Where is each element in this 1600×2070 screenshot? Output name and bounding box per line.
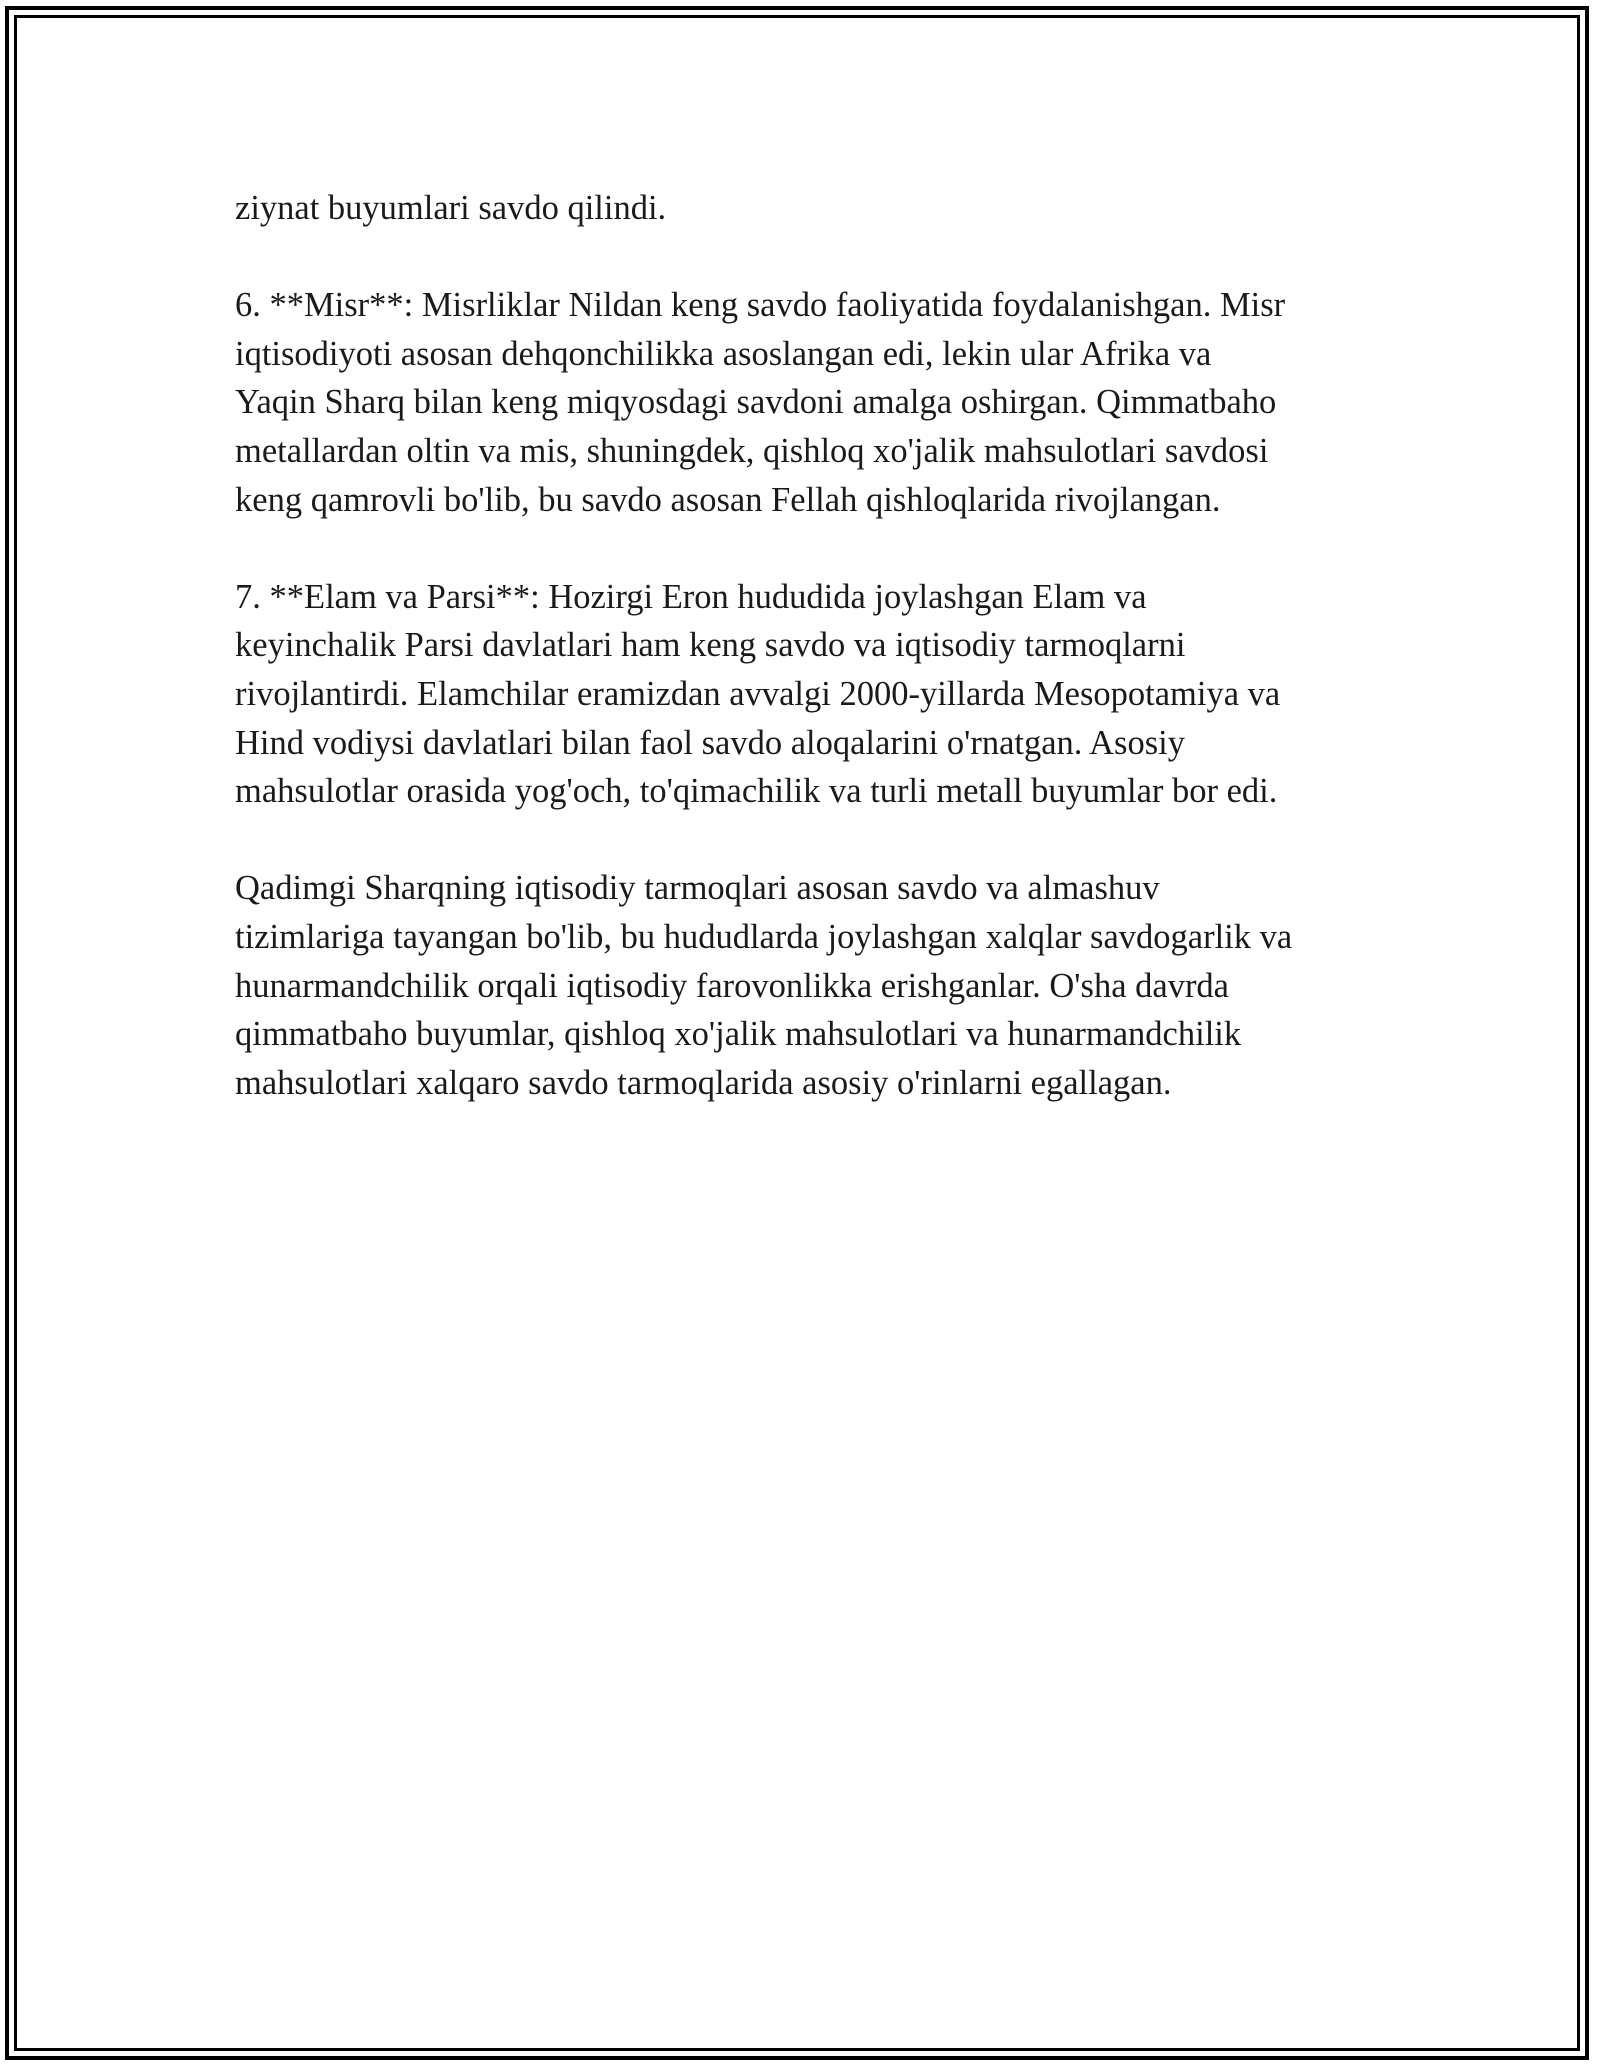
paragraph-elam-parsi: 7. **Elam va Parsi**: Hozirgi Eron hududida joylashgan Elam va keyinchalik Parsi davlatlari ham keng savdo va iqtisodiy tarmoqlarni rivojlantirdi. Elamchilar eramizdan avvalgi 2000-yillarda Mesopotamiya va Hind vodiysi davlatlari bilan faol savdo aloqalarini o'rnatgan. Asosiy mahsulotlar orasida yog'och, to'qimachilik va turli metall buyumlar bor edi. (235, 577, 1281, 811)
paragraph-misr: 6. **Misr**: Misrliklar Nildan keng savdo faoliyatida foydalanishgan. Misr iqtisodiyoti asosan dehqonchilikka asoslangan edi, lekin ular Afrika va Yaqin Sharq bilan keng miqyosdagi savdoni amalga oshirgan. Qimmatbaho metallardan oltin va mis, shuningdek, qishloq xo'jalik mahsulotlari savdosi keng qamrovli bo'lib, bu savdo asosan Fellah qishloqlarida rivojlangan. (235, 286, 1286, 519)
paragraph-continuation: ziynat buyumlari savdo qilindi. (235, 189, 667, 227)
paragraph-conclusion: Qadimgi Sharqning iqtisodiy tarmoqlari asosan savdo va almashuv tizimlariga tayangan bo'lib, bu hududlarda joylashgan xalqlar savdogarlik va hunarmandchilik orqali iqtisodiy farovonlikka erishganlar. O'sha davrda qimmatbaho buyumlar, qishloq xo'jalik mahsulotlari va hunarmandchilik mahsulotlari xalqaro savdo tarmoqlarida asosiy o'rinlarni egallagan. (235, 869, 1293, 1102)
document-body (235, 184, 1395, 1156)
